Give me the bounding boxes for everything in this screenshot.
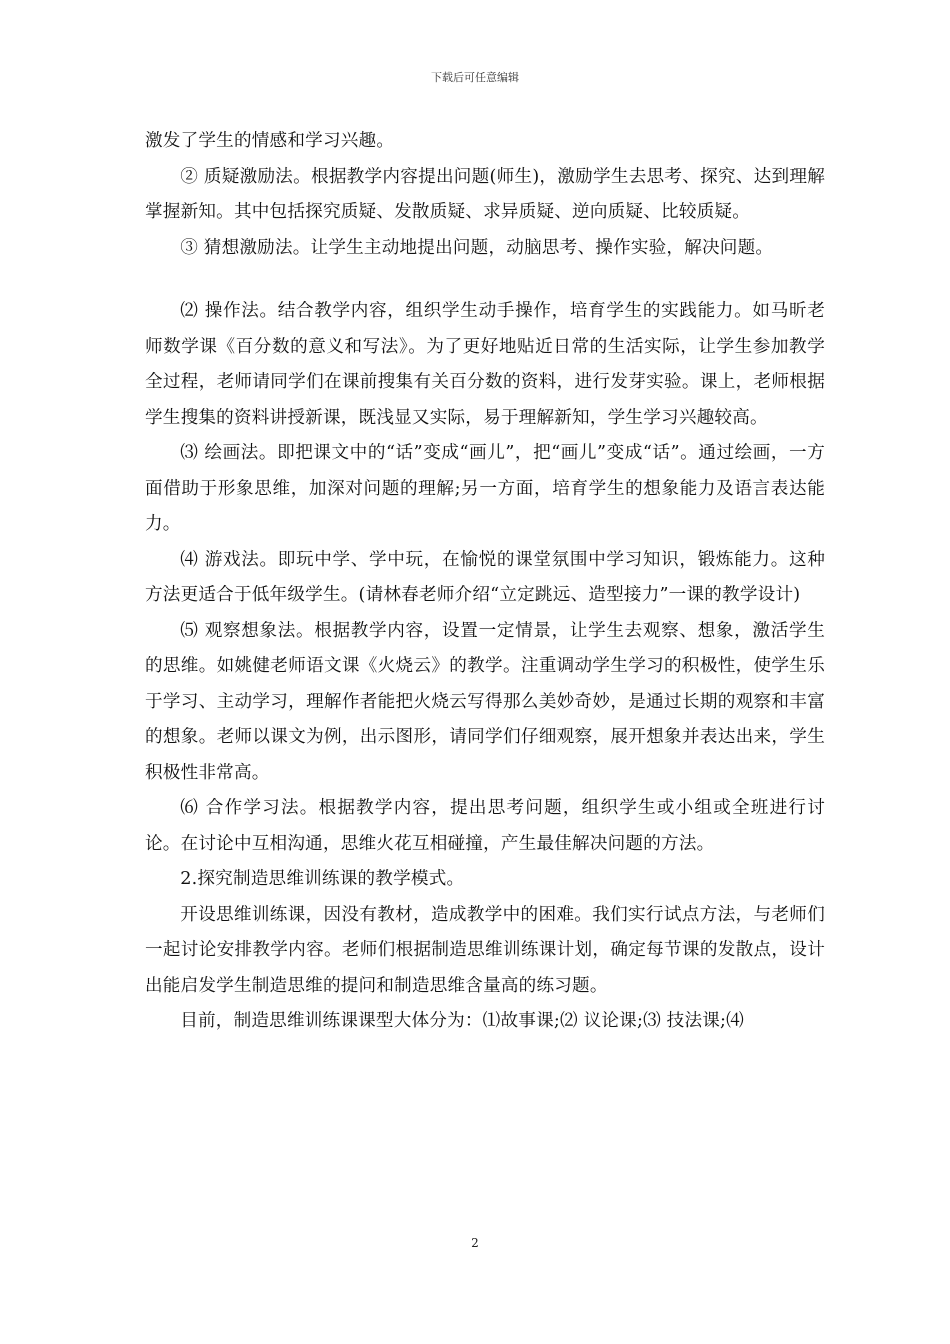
paragraph: ③ 猜想激励法。让学生主动地提出问题，动脑思考、操作实验，解决问题。 (180, 237, 774, 258)
paragraph: 目前，制造思维训练课课型大体分为：⑴故事课;⑵ 议论课;⑶ 技法课;⑷ (180, 1011, 744, 1031)
paragraph: ⑵ 操作法。结合教学内容，组织学生动手操作，培育学生的实践能力。如马昕老师数学课《百分数的意义和写法》。为了更好地贴近日常的生活实际，让学生参加教学全过程，老师请同学们在课前搜集有关百分数的资料，进行发芽实验。课上，老师根据学生搜集的资料讲授新课，既浅显又实际，易于理解新知，学生学习兴趣较高。 (145, 301, 825, 428)
page-number: 2 (471, 1236, 479, 1250)
paragraph: ② 质疑激励法。根据教学内容提出问题(师生)，激励学生去思考、探究、达到理解掌握新知。其中包括探究质疑、发散质疑、求异质疑、逆向质疑、比较质疑。 (145, 166, 825, 222)
document-body (145, 124, 825, 1040)
paragraph: 开设思维训练课，因没有教材，造成教学中的困难。我们实行试点方法，与老师们一起讨论安排教学内容。老师们根据制造思维训练课计划，确定每节课的发散点，设计出能启发学生制造思维的提问和制造思维含量高的练习题。 (145, 904, 825, 996)
paragraph: 激发了学生的情感和学习兴趣。 (145, 131, 395, 151)
paragraph: ⑹ 合作学习法。根据教学内容，提出思考问题，组织学生或小组或全班进行讨论。在讨论中互相沟通，思维火花互相碰撞，产生最佳解决问题的方法。 (145, 798, 825, 854)
page-header: 下载后可任意编辑 (431, 71, 519, 84)
paragraph: ⑷ 游戏法。即玩中学、学中玩，在愉悦的课堂氛围中学习知识，锻炼能力。这种方法更适合于低年级学生。(请林春老师介绍“立定跳远、造型接力”一课的教学设计) (145, 549, 825, 605)
section-heading: 2.探究制造思维训练课的教学模式。 (180, 869, 465, 889)
paragraph: ⑶ 绘画法。即把课文中的“话”变成“画儿”，把“画儿”变成“话”。通过绘画，一方面借助于形象思维，加深对问题的理解;另一方面，培育学生的想象能力及语言表达能力。 (145, 443, 825, 534)
paragraph: ⑸ 观察想象法。根据教学内容，设置一定情景，让学生去观察、想象，激活学生的思维。如姚健老师语文课《火烧云》的教学。注重调动学生学习的积极性，使学生乐于学习、主动学习，理解作者能把火烧云写得那么美妙奇妙，是通过长期的观察和丰富的想象。老师以课文为例，出示图形，请同学们仔细观察，展开想象并表达出来，学生积极性非常高。 (145, 620, 825, 783)
